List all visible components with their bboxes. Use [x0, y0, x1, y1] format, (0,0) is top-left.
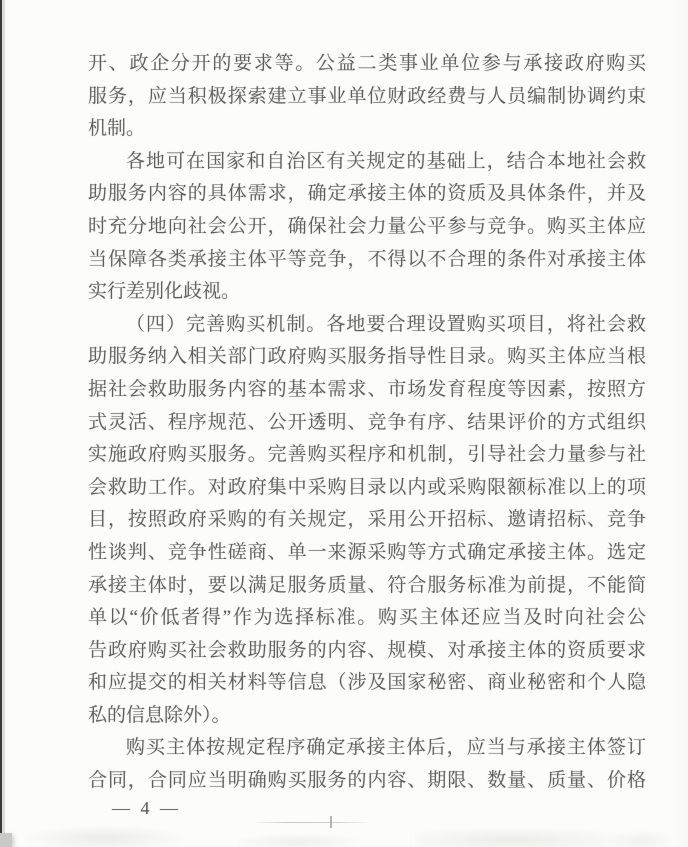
text-line: 各地可在国家和自治区有关规定的基础上，结合本地社会救 [126, 150, 646, 172]
scan-artifact [238, 834, 358, 847]
text-line: 助服务纳入相关部门政府购买服务指导性目录。购买主体应当根 [88, 346, 646, 368]
text-line: 助服务内容的具体需求，确定承接主体的资质及具体条件，并及 [88, 183, 646, 205]
text-line: 开、政企分开的要求等。公益二类事业单位参与承接政府购买 [88, 53, 646, 74]
text-line: 合同，合同应当明确购买服务的内容、期限、数量、质量、价格 [88, 770, 646, 792]
paragraph [88, 309, 646, 733]
text-line: 告政府购买社会救助服务的内容、规模、对承接主体的资质要求 [88, 639, 646, 661]
page-number: — 4 — [112, 798, 181, 818]
text-line: 性谈判、竞争性磋商、单一来源采购等方式确定承接主体。选定 [88, 541, 646, 563]
scan-edge-light-line [2, 0, 5, 847]
text-line: 私的信息除外）。 [88, 704, 231, 726]
scan-artifact [252, 822, 372, 823]
paragraph [88, 732, 646, 797]
text-line: 目，按照政府采购的有关规定，采用公开招标、邀请招标、竞争 [88, 509, 646, 531]
text-line: 购买主体按规定程序确定承接主体后，应当与承接主体签订 [126, 737, 646, 759]
paragraph [88, 146, 646, 309]
document-body [88, 48, 646, 798]
text-line: 会救助工作。对政府集中采购目录以内或采购限额标准以上的项 [88, 476, 646, 498]
scan-artifact [25, 826, 185, 847]
text-line: 单以“价低者得”作为选择标准。购买主体还应当及时向社会公 [88, 607, 646, 629]
text-line: （四）完善购买机制。各地要合理设置购买项目，将社会救 [126, 313, 646, 335]
text-line: 承接主体时，要以满足服务质量、符合服务标准为前提，不能简 [88, 574, 646, 596]
scan-artifact [415, 828, 630, 847]
text-line: 服务，应当积极探索建立事业单位财政经费与人员编制协调约束 [88, 85, 646, 107]
scan-artifact [330, 816, 332, 828]
text-line: 实施政府购买服务。完善购买程序和机制，引导社会力量参与社 [88, 444, 646, 466]
text-line: 实行差别化歧视。 [88, 281, 241, 303]
text-line: 当保障各类承接主体平等竞争，不得以不合理的条件对承接主体 [88, 248, 646, 270]
text-line: 时充分地向社会公开，确保社会力量公平参与竞争。购买主体应 [88, 215, 646, 237]
text-line: 和应提交的相关材料等信息（涉及国家秘密、商业秘密和个人隐 [88, 672, 646, 694]
paragraph [88, 48, 646, 146]
text-line: 式灵活、程序规范、公开透明、竞争有序、结果评价的方式组织 [88, 411, 646, 433]
text-line: 机制。 [88, 118, 146, 140]
scan-artifact [612, 831, 672, 847]
text-line: 据社会救助服务内容的基本需求、市场发育程度等因素，按照方 [88, 378, 646, 400]
